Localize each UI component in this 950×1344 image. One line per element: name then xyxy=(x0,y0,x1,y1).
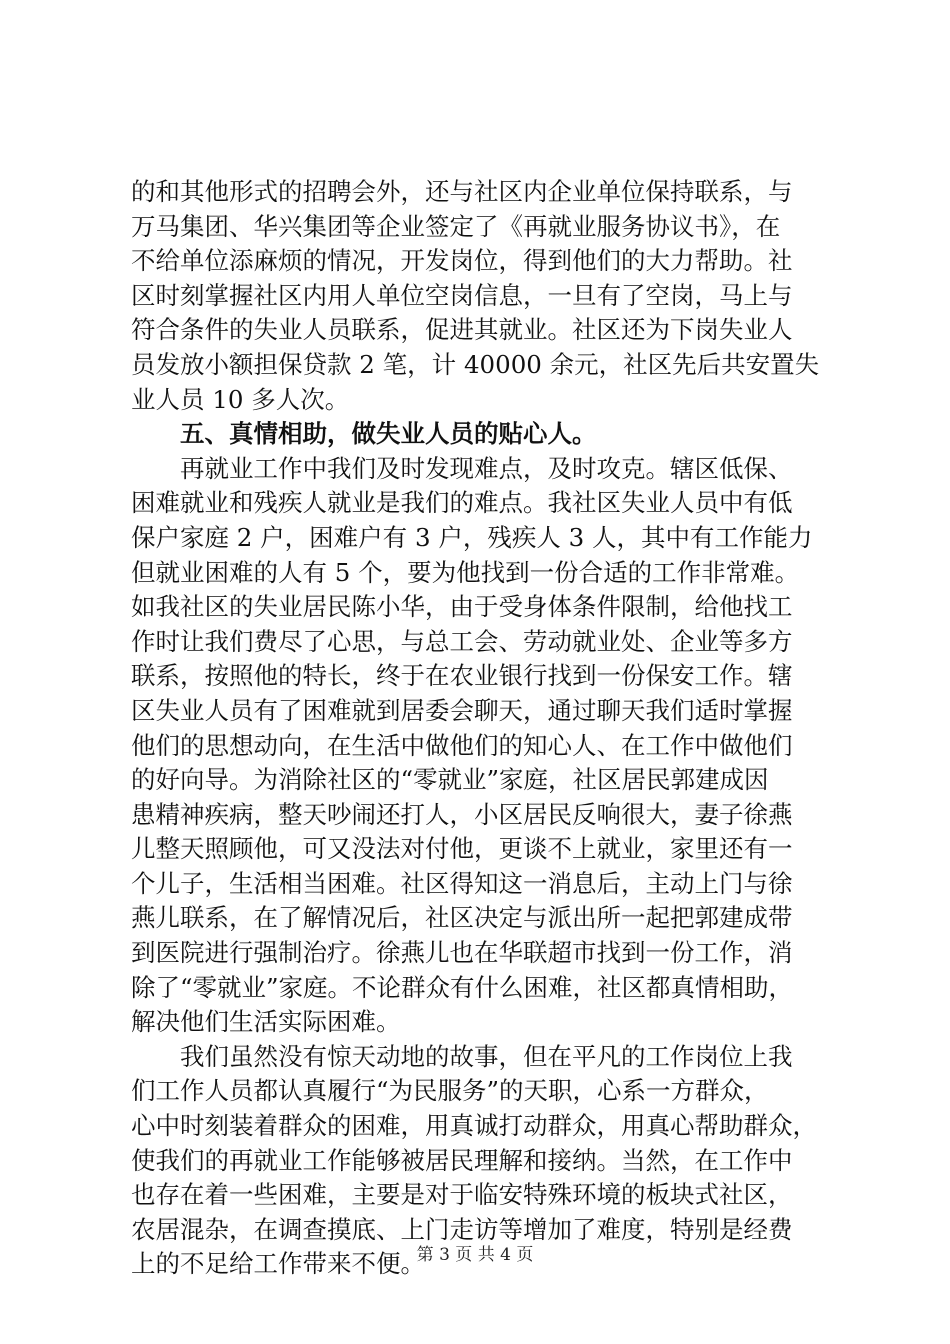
paragraph-line: 员发放小额担保贷款 2 笔，计 40000 余元，社区先后共安置失 xyxy=(131,349,820,379)
paragraph-line: 的和其他形式的招聘会外，还与社区内企业单位保持联系，与 xyxy=(131,177,793,206)
paragraph-line: 万马集团、华兴集团等企业签定了《再就业服务协议书》，在 xyxy=(131,211,781,241)
paragraph-line: 区失业人员有了困难就到居委会聊天，通过聊天我们适时掌握 xyxy=(131,695,793,725)
paragraph-line: 符合条件的失业人员联系，促进其就业。社区还为下岗失业人 xyxy=(131,315,793,345)
paragraph-line: 保户家庭 2 户，困难户有 3 户，残疾人 3 人，其中有工作能力 xyxy=(131,522,813,552)
paragraph-line: 困难就业和残疾人就业是我们的难点。我社区失业人员中有低 xyxy=(131,488,793,518)
paragraph-line: 但就业困难的人有 5 个，要为他找到一份合适的工作非常难。 xyxy=(131,557,800,587)
paragraph-line: 业人员 10 多人次。 xyxy=(131,384,350,414)
paragraph-line: 上的不足给工作带来不便。 xyxy=(131,1249,425,1279)
paragraph-line: 患精神疾病，整天吵闹还打人，小区居民反响很大，妻子徐燕 xyxy=(131,799,793,829)
paragraph-line: 作时让我们费尽了心思，与总工会、劳动就业处、企业等多方 xyxy=(131,626,793,656)
paragraph-line: 如我社区的失业居民陈小华，由于受身体条件限制，给他找工 xyxy=(131,592,793,622)
page-footer: 第 3 页 共 4 页 xyxy=(416,1245,534,1265)
paragraph-line: 解决他们生活实际困难。 xyxy=(131,1007,401,1037)
paragraph-line: 不给单位添麻烦的情况，开发岗位，得到他们的大力帮助。社 xyxy=(131,246,793,276)
paragraph-line: 使我们的再就业工作能够被居民理解和接纳。当然，在工作中 xyxy=(131,1145,793,1175)
paragraph-line: 们工作人员都认真履行“为民服务”的天职，心系一方群众， xyxy=(131,1076,769,1106)
paragraph-line: 农居混杂，在调查摸底、上门走访等增加了难度，特别是经费 xyxy=(131,1214,793,1244)
paragraph-line: 到医院进行强制治疗。徐燕儿也在华联超市找到一份工作，消 xyxy=(131,938,793,968)
paragraph-line: 我们虽然没有惊天动地的故事，但在平凡的工作岗位上我 xyxy=(180,1041,793,1071)
paragraph-line: 的好向导。为消除社区的“零就业”家庭，社区居民郭建成因 xyxy=(131,765,769,795)
paragraph-line: 再就业工作中我们及时发现难点，及时攻克。辖区低保、 xyxy=(180,453,793,483)
paragraph-line: 他们的思想动向，在生活中做他们的知心人、在工作中做他们 xyxy=(131,730,793,760)
paragraph-line: 联系，按照他的特长，终于在农业银行找到一份保安工作。辖 xyxy=(131,661,793,691)
paragraph-line: 除了“零就业”家庭。不论群众有什么困难，社区都真情相助， xyxy=(131,972,794,1002)
paragraph-line: 燕儿联系，在了解情况后，社区决定与派出所一起把郭建成带 xyxy=(131,903,793,933)
paragraph-line: 区时刻掌握社区内用人单位空岗信息，一旦有了空岗，马上与 xyxy=(131,280,793,310)
document-body xyxy=(131,175,845,1282)
paragraph-line: 个儿子，生活相当困难。社区得知这一消息后，主动上门与徐 xyxy=(131,868,793,898)
section-heading: 五、真情相助，做失业人员的贴心人。 xyxy=(180,419,597,449)
paragraph-line: 儿整天照顾他，可又没法对付他，更谈不上就业，家里还有一 xyxy=(131,834,793,864)
paragraph-line: 心中时刻装着群众的困难，用真诚打动群众，用真心帮助群众， xyxy=(131,1111,817,1141)
paragraph-line: 也存在着一些困难，主要是对于临安特殊环境的板块式社区， xyxy=(131,1180,793,1210)
